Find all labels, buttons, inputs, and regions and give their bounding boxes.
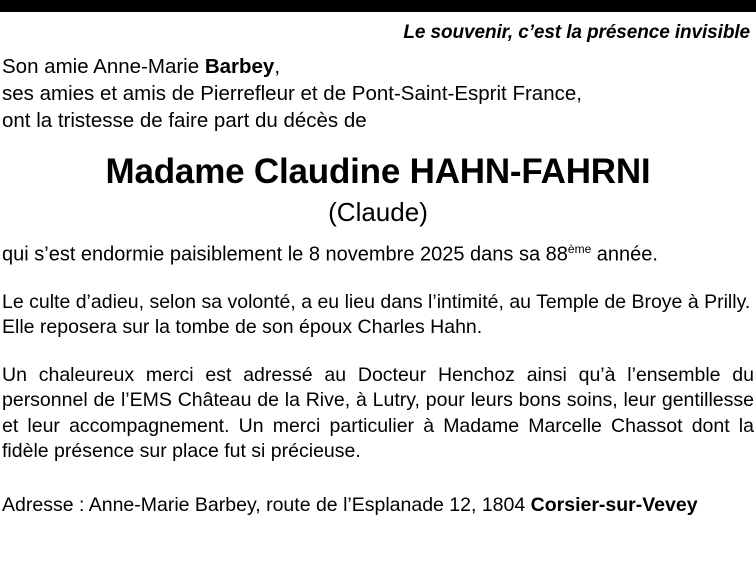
death-date-line (2, 236, 754, 268)
mourning-border-bar (0, 0, 756, 12)
intro-line-1 (2, 53, 754, 80)
contact-address (2, 493, 754, 518)
intro-line-2: ses amies et amis de Pierrefleur et de Pont-Saint-Esprit France, (2, 82, 582, 105)
intro-line-3: ont la tristesse de faire part du décès de (2, 109, 367, 132)
intro-block (2, 53, 754, 134)
death-date-before: qui s’est endormie paisiblement le 8 novembre 2025 dans sa 88 (2, 243, 568, 266)
intro-line-1-suffix: , (274, 55, 281, 78)
deceased-nickname: (Claude) (328, 197, 428, 227)
paragraph-thanks: Un chaleureux merci est adressé au Docteur Henchoz ainsi qu’à l’ensemble du personnel de l’EMS Château de la Rive, à Lutry, pour leurs bons soins, leur gentillesse et leur accompagnement. Un merci particulier à Madame Marcelle Chassot dont la fidèle présence sur place fut si précieuse. (2, 363, 754, 463)
age-ordinal-suffix: ème (567, 242, 592, 256)
address-locality: Corsier-sur-Vevey (530, 493, 698, 516)
intro-line-1-prefix: Son amie Anne-Marie (2, 55, 205, 78)
deceased-name: Madame Claudine HAHN-FAHRNI (105, 152, 651, 191)
paragraph-ceremony: Le culte d’adieu, selon sa volonté, a eu lieu dans l’intimité, au Temple de Broye à Prilly. Elle reposera sur la tombe de son époux Charles Hahn. (2, 290, 751, 339)
family-name-barbey: Barbey (204, 55, 275, 78)
death-date-after: année. (591, 243, 658, 266)
address-text: Adresse : Anne-Marie Barbey, route de l’Esplanade 12, 1804 (2, 493, 531, 516)
epigraph-text: Le souvenir, c’est la présence invisible (403, 22, 750, 43)
notice-content (0, 22, 756, 518)
